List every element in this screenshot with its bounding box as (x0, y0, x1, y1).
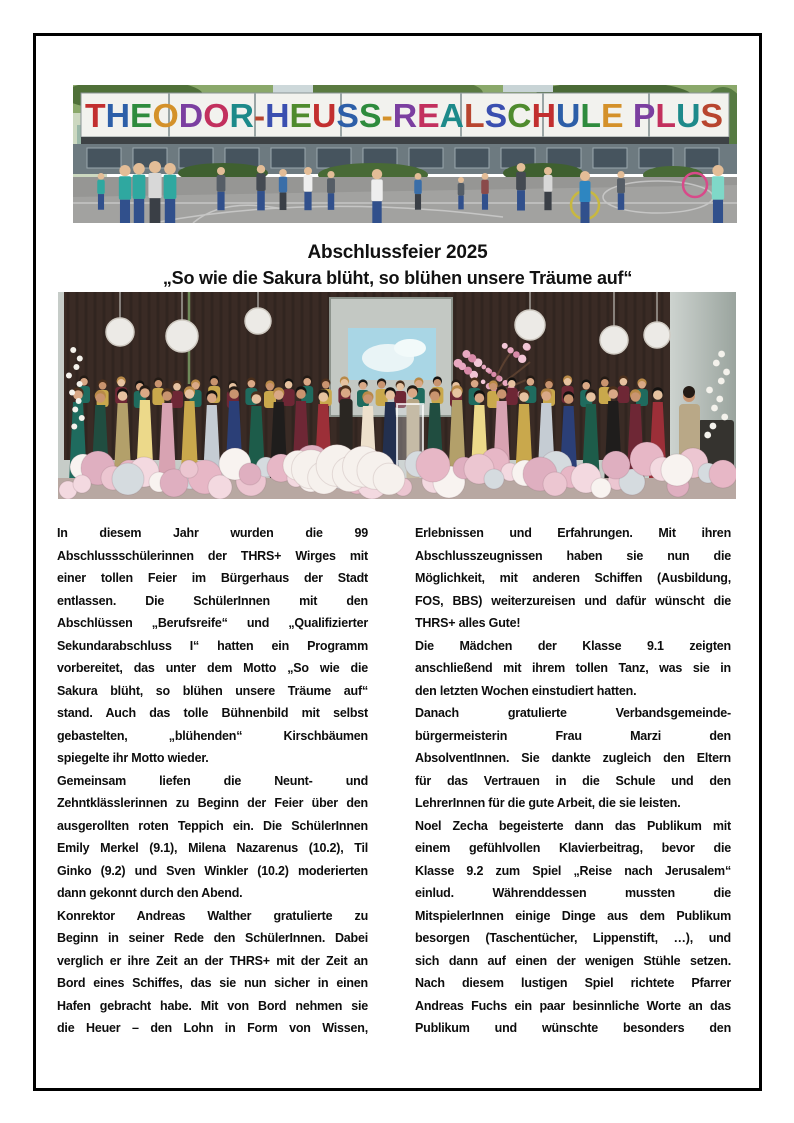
text-line: entlassen. Die SchülerInnen mit den (57, 593, 368, 608)
text-line: sich dann auf einen der wenigen Stühle setzen. (415, 953, 731, 968)
text-line: einlud. Währenddessen mussten die (415, 886, 731, 900)
text-line: FOS, BBS) weiterzureisen und dafür wünscht die (415, 593, 731, 608)
text-line: vorbereitet, das unter dem Motto „So wie die (57, 661, 368, 675)
text-line: Die Mädchen der Klasse 9.1 zeigten (415, 638, 731, 653)
text-line: verglich er ihre Zeit an der THRS+ mit der Zeit an (57, 953, 368, 968)
text-line: Noel Zecha begeisterte dann das Publikum mit (415, 818, 731, 833)
ceremony-photo (58, 292, 736, 499)
text-line: Gemeinsam liefen die Neunt- und (57, 773, 368, 788)
text-line: Abschlüssen „Berufsreife“ und „Qualifizierter (57, 616, 368, 630)
text-line: Erlebnissen und Erfahrungen. Mit ihren (415, 526, 731, 540)
text-line: THRS+ alles Gute! (415, 616, 521, 630)
text-line: gebastelten, „blühenden“ Kirschbäumen (57, 728, 368, 743)
text-line: Sakura blüht, so blühen unsere Träume auf“ (57, 683, 368, 698)
ceremony-photo-svg (58, 292, 736, 499)
text-line: Bord eines Schiffes, das sie nun sicher in einen (57, 976, 368, 990)
text-line: Konrektor Andreas Walther gratulierte zu (57, 908, 368, 923)
text-line: Sekundarabschluss I“ hatten ein Programm (57, 638, 368, 653)
school-banner-text: THEODOR-HEUSS-REALSCHULE PLUS (85, 97, 723, 134)
text-line: Publikum und wünschte besonders den (415, 1021, 731, 1035)
text-line: die Heuer – den Lohn in Form von Wissen, (57, 1021, 368, 1035)
page-frame (33, 33, 762, 1091)
text-line: bürgermeisterin Frau Marzi den (415, 728, 731, 743)
text-line: Danach gratulierte Verbandsgemeinde- (415, 706, 731, 720)
schoolyard-photo (73, 85, 737, 223)
page-subheading: „So wie die Sakura blüht, so blühen unsere Träume auf“ (162, 268, 633, 288)
text-line: Ginko (9.2) und Sven Winkler (10.2) moderierten (57, 863, 368, 878)
page-heading: Abschlussfeier 2025 (307, 242, 488, 263)
text-line: Abschlusszeugnissen haben sie nun die (415, 548, 731, 563)
text-line: In diesem Jahr wurden die 99 (57, 526, 368, 540)
schoolyard-photo-svg (73, 85, 737, 223)
text-line: für das Vertrauen in die Schule und den (415, 773, 731, 788)
text-line: AbsolventInnen. Sie dankte zugleich den Eltern (415, 751, 731, 765)
text-line: Abschlussschülerinnen der THRS+ Wirges mit (57, 548, 368, 563)
text-line: besorgen (Taschentücher, Lippenstift, …), und (415, 931, 731, 945)
text-line: Zehntklässlerinnen zu Beginn der Feier über den (57, 796, 368, 810)
text-line: einer tollen Feier im Bürgerhaus der Stadt (57, 571, 368, 585)
text-line: Klasse 9.2 zum Spiel „Reise nach Jerusalem“ (415, 863, 731, 878)
text-line: Nach diesem lustigen Spiel richtete Pfarrer (415, 976, 731, 990)
text-line: LehrerInnen für die gute Arbeit, die sie leisten. (415, 796, 681, 810)
text-line: Möglichkeit, mit anderen Schiffen (Ausbildung, (415, 571, 731, 585)
text-line: Hafen gebracht habe. Mit von Bord nehmen sie (57, 998, 368, 1013)
text-line: Beginn in seiner Rede den SchülerInnen. Dabei (57, 931, 368, 945)
article-column-left (57, 522, 368, 1040)
text-line: stand. Auch das tolle Bühnenbild mit selbst (57, 706, 368, 720)
text-line: einem gefühlvollen Klavierbeitrag, bevor die (415, 841, 731, 855)
text-line: den letzten Wochen einstudiert hatten. (415, 683, 637, 698)
text-line: MitspielerInnen einige Dinge aus dem Publikum (415, 908, 731, 923)
text-line: Andreas Fuchs ein paar besinnliche Worte an das (415, 998, 731, 1013)
text-line: ausgerollten roten Teppich ein. Die SchülerInnen (57, 818, 368, 833)
text-line: spiegelte ihr Motto wieder. (57, 751, 209, 765)
text-line: anschließend mit ihrem tollen Tanz, was sie in (415, 661, 731, 675)
text-line: dann gekonnt durch den Abend. (57, 886, 243, 900)
text-line: Emily Merkel (9.1), Milena Nazarenus (10.2), Til (57, 841, 368, 855)
article-column-right (415, 522, 731, 1040)
